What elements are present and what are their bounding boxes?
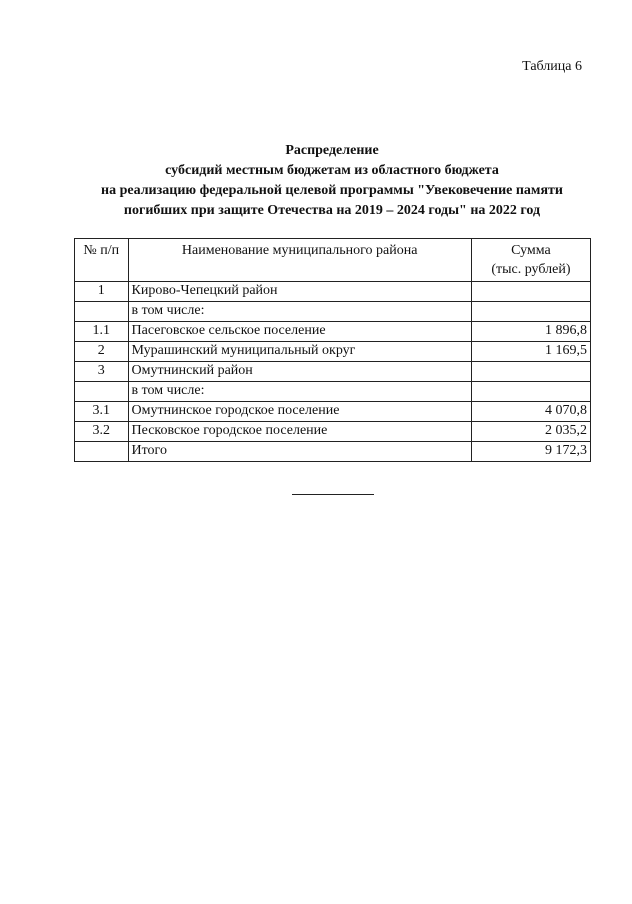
title-line-2: субсидий местным бюджетам из областного бюджета [165,163,499,178]
row-amount: 2 035,2 [471,422,590,442]
row-amount [471,302,590,322]
row-amount [471,282,590,302]
header-amount-unit: (тыс. рублей) [491,262,571,277]
row-number: 2 [75,342,129,362]
subsidy-distribution-table [74,238,591,462]
row-number [75,442,129,462]
total-amount: 9 172,3 [471,442,590,462]
header-amount [471,239,590,282]
row-number [75,382,129,402]
table-row [75,382,591,402]
row-amount: 4 070,8 [471,402,590,422]
row-number: 1 [75,282,129,302]
row-number: 3.1 [75,402,129,422]
row-number: 1.1 [75,322,129,342]
header-amount-label: Сумма [511,243,551,258]
row-amount: 1 169,5 [471,342,590,362]
row-name: в том числе: [128,302,471,322]
row-number [75,302,129,322]
end-of-document-rule [292,494,374,495]
title-line-3: на реализацию федеральной целевой программы "Увековечение памяти [101,183,563,198]
document-title [0,141,632,221]
row-number: 3 [75,362,129,382]
row-name: Омутнинский район [128,362,471,382]
title-line-4: погибших при защите Отечества на 2019 – 2024 годы" на 2022 год [123,203,541,218]
total-label: Итого [128,442,471,462]
row-name: Пасеговское сельское поселение [128,322,471,342]
table-row [75,282,591,302]
row-amount: 1 896,8 [471,322,590,342]
table-row [75,302,591,322]
row-amount [471,382,590,402]
table-row [75,342,591,362]
table-total-row [75,442,591,462]
row-amount [471,362,590,382]
row-name: Кирово-Чепецкий район [128,282,471,302]
title-line-1: Распределение [285,143,379,158]
header-number: № п/п [75,239,129,282]
table-row [75,362,591,382]
table-row [75,322,591,342]
row-name: в том числе: [128,382,471,402]
row-name: Омутнинское городское поселение [128,402,471,422]
header-district-name: Наименование муниципального района [128,239,471,282]
row-name: Мурашинский муниципальный округ [128,342,471,362]
table-number-label: Таблица 6 [522,59,582,74]
row-number: 3.2 [75,422,129,442]
table-row [75,402,591,422]
row-name: Песковское городское поселение [128,422,471,442]
table-row [75,422,591,442]
table-header-row [75,239,591,282]
